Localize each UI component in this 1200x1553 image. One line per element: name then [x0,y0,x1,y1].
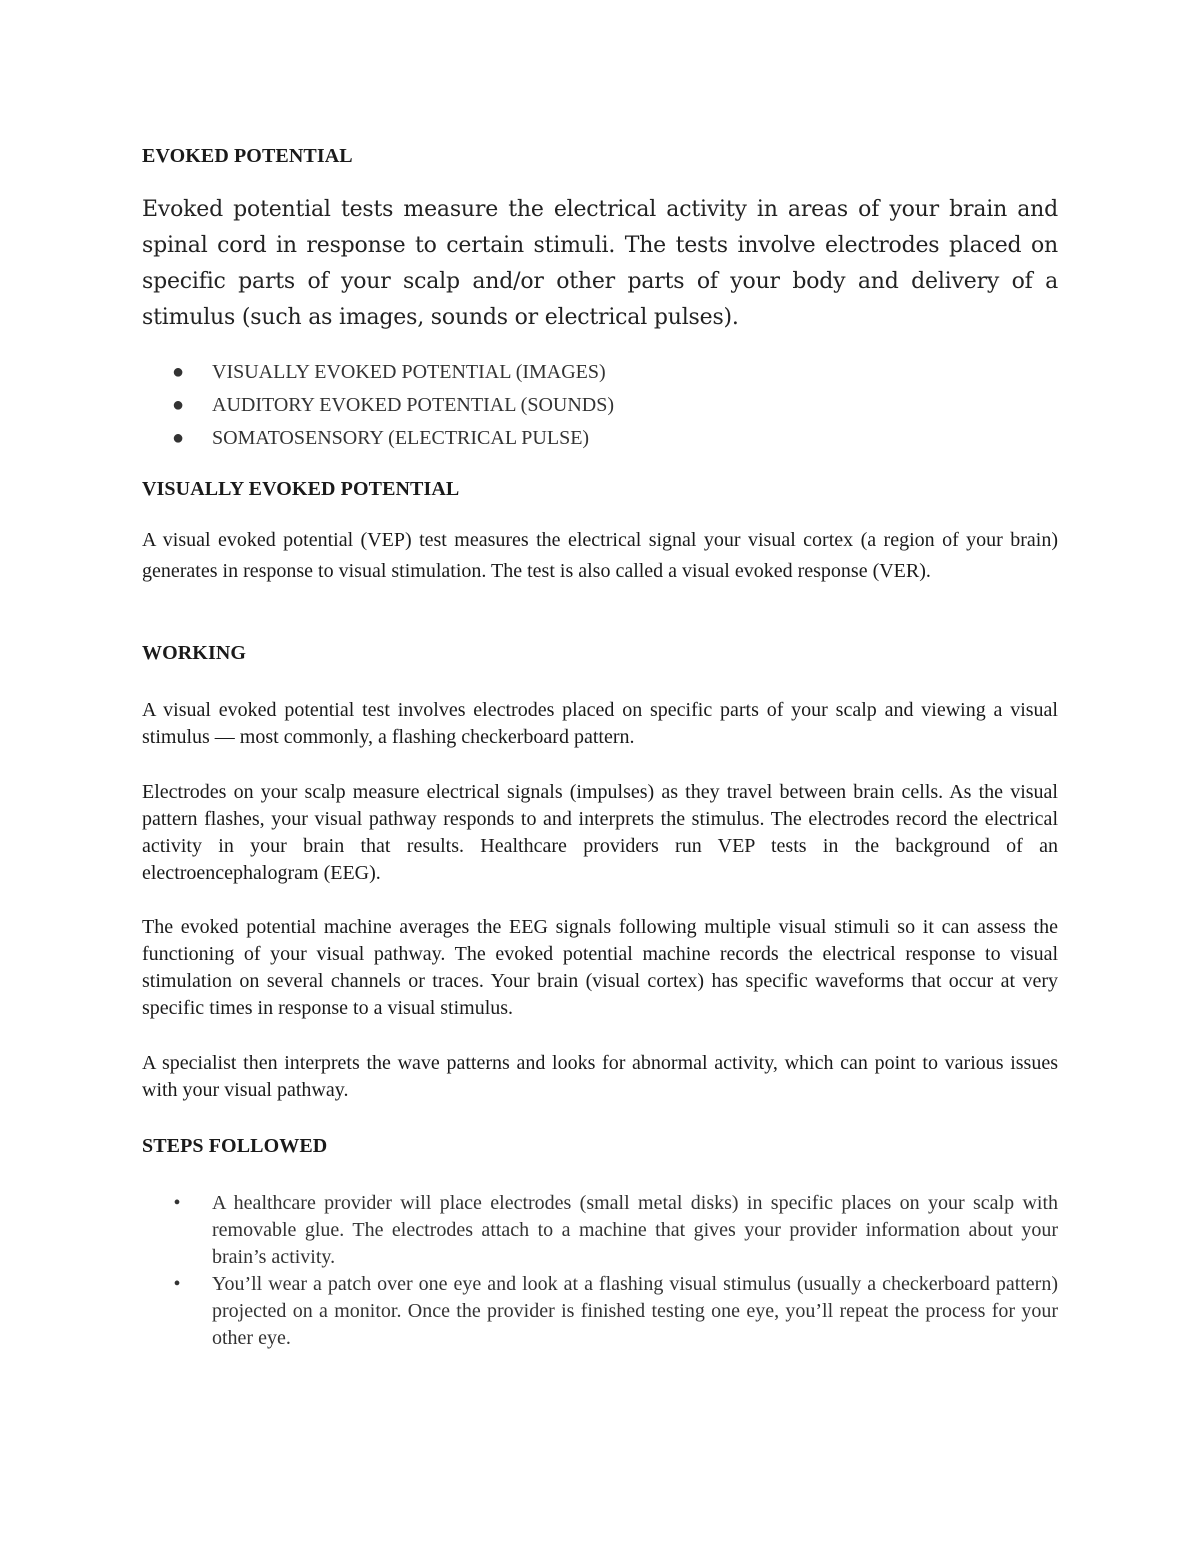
list-item-text: AUDITORY EVOKED POTENTIAL (SOUNDS) [212,394,615,416]
working-paragraph-4: A specialist then interprets the wave patterns and looks for abnormal activity, which can point to various issues with your visual pathway. [142,1052,1058,1101]
list-item [142,356,1058,389]
bullet-icon: • [173,1192,181,1214]
working-paragraph-1: A visual evoked potential test involves electrodes placed on specific parts of your scalp and viewing a visual stimulus — most commonly, a flashing checkerboard pattern. [142,699,1058,748]
list-item-text: SOMATOSENSORY (ELECTRICAL PULSE) [212,427,590,449]
steps-list [142,1190,1058,1352]
list-item [142,1271,1058,1352]
list-item [142,1190,1058,1271]
working-paragraph-3: The evoked potential machine averages the EEG signals following multiple visual stimuli so it can assess the functioning of your visual pathway. The evoked potential machine records the electrical response to visual stimulation on several channels or traces. Your brain (visual cortex) has specific waveforms that occur at very specific times in response to a visual stimulus. [142,916,1058,1019]
list-item [142,389,1058,422]
bullet-icon: ● [172,427,185,449]
working-paragraph-2: Electrodes on your scalp measure electrical signals (impulses) as they travel between brain cells. As the visual pattern flashes, your visual pathway responds to and interprets the stimulus. The electrodes record the electrical activity in your brain that results. Healthcare providers run VEP tests in the background of an electroencephalogram (EEG). [142,781,1058,884]
document-title: EVOKED POTENTIAL [142,145,353,167]
steps-heading: STEPS FOLLOWED [142,1135,328,1157]
vep-heading: VISUALLY EVOKED POTENTIAL [142,478,460,500]
bullet-icon: ● [172,361,185,383]
list-item [142,422,1058,455]
intro-paragraph: Evoked potential tests measure the electrical activity in areas of your brain and spinal cord in response to certain stimuli. The tests involve electrodes placed on specific parts of your scalp and/or other parts of your body and delivery of a stimulus (such as images, sounds or electrical pulses). [142,197,1058,330]
bullet-icon: ● [172,394,185,416]
working-heading: WORKING [142,642,247,664]
evoked-potential-types-list [142,356,1058,455]
vep-paragraph: A visual evoked potential (VEP) test measures the electrical signal your visual cortex (a region of your brain) generates in response to visual stimulation. The test is also called a visual evoked response (VER). [142,529,1058,582]
bullet-icon: • [173,1273,181,1295]
list-item-text: You’ll wear a patch over one eye and look at a flashing visual stimulus (usually a checkerboard pattern) projected on a monitor. Once the provider is finished testing one eye, you’ll repeat the process for your other eye. [212,1273,1058,1349]
list-item-text: VISUALLY EVOKED POTENTIAL (IMAGES) [212,361,606,383]
list-item-text: A healthcare provider will place electrodes (small metal disks) in specific places on your scalp with removable glue. The electrodes attach to a machine that gives your provider information about your brain’s activity. [212,1192,1058,1268]
